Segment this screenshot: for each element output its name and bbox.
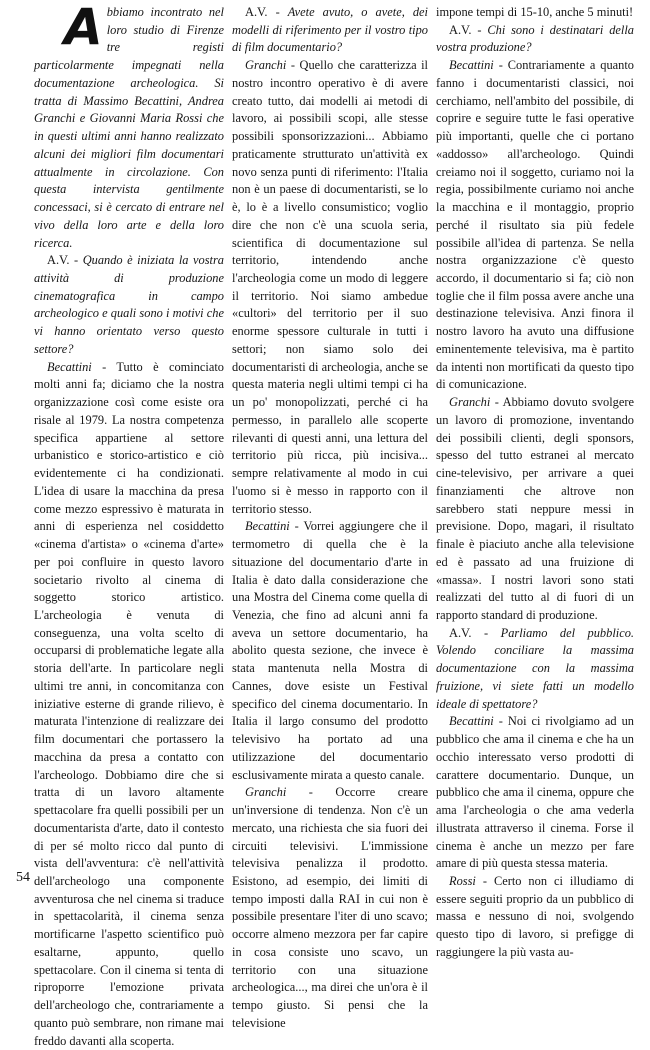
answer-text: Certo non ci illudiamo di essere seguiti proprio da un pubblico di massa e nessuno di noi, svolgendo questo tipo di lavoro, si prefigge di raggiungere la più vasta au- xyxy=(436,873,634,959)
speaker-label: A.V. xyxy=(47,253,70,268)
question: A.V. - Chi sono i destinatari della vostra produzione? xyxy=(436,22,634,55)
answer: Becattini - Contrariamente a quanto fanno i documentaristi classici, noi cerchiamo, nell'ambito del possibile, di coprire e seguire tutte le fasi operative più importanti, quelle che ci portano «addosso» all'archeologo. Quindi creiamo noi il soggetto, curiamo noi la regia, possibilmente curiamo noi anche la macchina e il montaggio, proprio perché il risultato sia più fedele possibile all'idea di partenza. Se nella nostra organizzazione c'è questo accordo, il documentario si fa; ciò non toglie che il film possa avere anche una destinazione televisiva. Anzi finora il nostro lavoro ha avuto una diffusione eminentemente televisiva, ma è partito da intenti non mortificati da questo tipo di comunicazione. xyxy=(436,58,634,392)
question-text: Parliamo del pubblico. Volendo conciliare la massima documentazione con la massima fruizione, vi siete fatti un modello ideale di spettatore? xyxy=(436,625,634,711)
answer: Rossi - Certo non ci illudiamo di essere seguiti proprio da un pubblico di massa e nessuno di noi, svolgendo questo tipo di lavoro, si prefigge di raggiungere la più vasta au- xyxy=(436,873,634,959)
answer-text: Noi ci rivolgiamo ad un pubblico che ama il cinema e che ha un occhio interessato verso prodotti di carattere documentario. Dunque, un pubblico che ama il cinema, oppure che ama l'archeologia o che ama vederla illustrata attraverso il cinema. Forse il cinema è anche un mezzo per fare amare di più questa stessa materia. xyxy=(436,714,634,871)
continued-text: impone tempi di 15-10, anche 5 minuti! xyxy=(436,5,634,19)
answer-text: Abbiamo dovuto svolgere un lavoro di promozione, inventando dei possibili clienti, degli sponsors, spesso del tutto estranei al mercato cine-televisivo, per arrivare a quei finanziamenti che altrove non sarebbero stati neppure messi in previsione. Dopo, magari, il risultato finale è piaciuto anche alla televisione ed è passato ad una fruizione di «massa». I nostri lavori sono stati realizzati del tutto al di fuori di un rapporto standard di produzione. xyxy=(436,395,634,622)
speaker-label: A.V. xyxy=(449,22,472,37)
intro-text: bbiamo incontrato nel loro studio di Firenze tre registi particolarmente impegnati nella documentazione archeologica. Si tratta di Massimo Becattini, Andrea Granchi e Giovanni Maria Rossi che in questi ultimi anni hanno realizzato alcuni dei migliori film documentari attualmente in circolazione. Con questa intervista gentilmente concessaci, si è cercato di entrare nel vivo della loro arte e della loro ricerca. xyxy=(34,5,224,250)
answer-text: Vorrei aggiungere che il termometro di quella che è la situazione del documentario d'arte in Italia è dato dalla considerazione che una Mostra del Cinema come quella di Venezia, che fino ad alcuni anni fa aveva un settore documentario, ha abolito questa sezione, che invece è stata mantenuta nella Mostra di Cannes, dove esiste un Festival specifico del cinema documentario. In Italia il largo consumo del prodotto televisivo ha portato ad una utilizzazione del documentario esclusivamente mirata a questo canale. xyxy=(232,519,428,782)
answer-text: Contrariamente a quanto fanno i documentaristi classici, noi cerchiamo, nell'ambito del possibile, di coprire e seguire tutte le fasi operative più importanti, quelle che ci portano «addosso» all'archeologo. Quindi creiamo noi il soggetto, curiamo noi la regia, possibilmente curiamo noi anche la macchina e il montaggio, proprio perché il risultato sia più fedele possibile all'idea di partenza. Se nella nostra organizzazione c'è questo accordo, il documentario si fa; ciò non toglie che il film possa avere anche una destinazione televisiva. Anzi finora il nostro lavoro ha avuto una diffusione eminentemente televisiva, ma è partito da intenti non mortificati da questo tipo di comunicazione. xyxy=(436,58,634,392)
answer: Becattini - Tutto è cominciato molti anni fa; diciamo che la nostra organizzazione così come esiste ora risale al 1979. La nostra competenza specifica appartiene al settore urbanistico e storico-artistico e ciò evidentemente ci ha condizionati. L'idea di usare la macchina da presa come mezzo espressivo è maturata in anni di esperienza nel cosiddetto «cinema d'artista» o «cinema d'arte» per poi confluire in questo lavoro societario rivolto al cinema di soggetto storico artistico. L'archeologia è venuta di conseguenza, una volta scelto di occuparsi di problematiche legate alla storia dell'arte. In particolare negli ultimi tre anni, in concomitanza con iniziative esterne di grande rilievo, è maturata l'intenzione di realizzare dei film documentari che portassero la macchina da presa a contatto con l'archeologo. Dobbiamo dire che si tratta di un lavoro altamente spettacolare fra quelli possibili per un documentarista d'arte, dato il contesto di per sé molto ricco dal punto di vista dell'avventura: c'è nell'attività dell'archeologo una componente avventurosa che nel cinema si traduce in spettacolarità, il cinema senza mortificarne l'aspetto scientifico può esaltarne, appunto, quello spettacolare. Con il cinema si tenta di riproporre l'emozione privata dell'archeologo che, contrariamente a quanto può sembrare, non rimane mai freddo davanti alla scoperta. xyxy=(34,359,224,1048)
answer: Becattini - Noi ci rivolgiamo ad un pubblico che ama il cinema e che ha un occhio interessato verso prodotti di carattere documentario. Dunque, un pubblico che ama il cinema, oppure che ama l'archeologia o che ama vederla illustrata attraverso il cinema. Forse il cinema è anche un mezzo per fare amare di più questa stessa materia. xyxy=(436,714,634,871)
question: A.V. - Quando è iniziata la vostra attività di produzione cinematografica in campo archeologico e quali sono i motivi che vi hanno orientato verso questo settore? xyxy=(34,253,224,356)
answer-text: Tutto è cominciato molti anni fa; diciamo che la nostra organizzazione così come esiste ora risale al 1979. La nostra competenza specifica appartiene al settore urbanistico e storico-artistico e ciò evidentemente ci ha condizionati. L'idea di usare la macchina da presa come mezzo espressivo è maturata in anni di esperienza nel cosiddetto «cinema d'artista» o «cinema d'arte» per poi confluire in questo lavoro societario rivolto al cinema di soggetto storico artistico. L'archeologia è venuta di conseguenza, una volta scelto di occuparsi di problematiche legate alla storia dell'arte. In particolare negli ultimi tre anni, in concomitanza con iniziative esterne di grande rilievo, è maturata l'intenzione di realizzare dei film documentari che portassero la macchina da presa a contatto con l'archeologo. Dobbiamo dire che si tratta di un lavoro altamente spettacolare fra quelli possibili per un documentarista d'arte, dato il contesto di per sé molto ricco dal punto di vista dell'avventura: c'è nell'attività dell'archeologo una componente avventurosa che nel cinema si traduce in spettacolarità, il cinema senza mortificarne l'aspetto scientifico può esaltarne, appunto, quello spettacolare. Con il cinema si tenta di riproporre l'emozione privata dell'archeologo che, contrariamente a quanto può sembrare, non rimane mai freddo davanti alla scoperta. xyxy=(34,359,224,1048)
speaker-label: Becattini xyxy=(449,714,494,729)
column-2 xyxy=(232,4,428,1033)
speaker-label: A.V. xyxy=(449,625,472,640)
speaker-label: Becattini xyxy=(245,519,290,534)
answer: Granchi - Quello che caratterizza il nostro incontro operativo è di avere creato tutto, dai modelli ai metodi di lavoro, ai possibili scopi, alle stesse possibili sponsorizzazioni... Abbiamo praticamente strutturato un'attività ex novo senza punti di riferimento: l'Italia non è un paese di documentaristi, se lo è, lo è a livello consumistico; voglio dire che non c'è una scuola seria, scientifica di documentazione sul territorio, intendendo anche l'archeologia come un modo di leggere il territorio. Noi siamo ambedue «cultori» del territorio per il suo enorme spessore culturale in tutti i settori; non siamo solo dei documentaristi di archeologia, anche se questa materia negli ultimi tempi ci ha un po' monopolizzati, perché ci ha permesso, in parallelo alle scoperte rilevanti di questi anni, una lettura del territorio più ricca, più incisiva... sempre relativamente al modo in cui l'uomo si è messo in rapporto con il territorio stesso. xyxy=(232,58,428,516)
speaker-label: Becattini xyxy=(449,58,494,73)
intro-paragraph xyxy=(34,0,224,252)
speaker-label: Granchi xyxy=(245,785,287,800)
speaker-label: Becattini xyxy=(47,359,92,374)
answer: Granchi - Occorre creare un'inversione di tendenza. Non c'è un mercato, una richiesta che sia fuori dei circuiti televisivi. L'immissione televisiva penalizza il prodotto. Esistono, ad esempio, dei limiti di tempo imposti dalla RAI in cui non è possibile presentare l'iter di uno scavo; occorre almeno mezzora per far capire in cosa consiste uno scavo, un territorio con una situazione archeologica..., ma direi che un'ora è il tempo giusto. Si pensi che la televisione xyxy=(232,785,428,1030)
speaker-label: Rossi xyxy=(449,873,476,888)
question-text: Avete avuto, o avete, dei modelli di riferimento per il vostro tipo di film documentario? xyxy=(232,5,428,55)
question: A.V. - Parliamo del pubblico. Volendo conciliare la massima documentazione con la massima fruizione, vi siete fatti un modello ideale di spettatore? xyxy=(436,625,634,711)
answer: Granchi - Abbiamo dovuto svolgere un lavoro di promozione, inventando dei possibili clienti, degli sponsors, spesso del tutto estranei al mercato cine-televisivo, per arrivare a quei finanziamenti che altrove non sarebbero stati neppure messi in previsione. Dopo, magari, il risultato finale è piaciuto anche alla televisione ed è passato ad una fruizione di «massa». I nostri lavori sono stati realizzati del tutto al di fuori di un rapporto standard di produzione. xyxy=(436,395,634,622)
speaker-label: Granchi xyxy=(245,58,287,73)
answer: Becattini - Vorrei aggiungere che il termometro di quella che è la situazione del documentario d'arte in Italia è dato dalla considerazione che una Mostra del Cinema come quella di Venezia, che fino ad alcuni anni fa aveva un settore documentario, ha abolito questa sezione, che invece è stata mantenuta nella Mostra di Cannes, dove esiste un Festival specifico del cinema documentario. In Italia il largo consumo del prodotto televisivo ha portato ad una utilizzazione del documentario esclusivamente mirata a questo canale. xyxy=(232,519,428,782)
speaker-label: A.V. xyxy=(245,5,268,19)
answer-text: Occorre creare un'inversione di tendenza. Non c'è un mercato, una richiesta che sia fuori dei circuiti televisivi. L'immissione televisiva penalizza il prodotto. Esistono, ad esempio, dei limiti di tempo imposti dalla RAI in cui non è possibile presentare l'iter di uno scavo; occorre almeno mezzora per far capire in cosa consiste uno scavo, un territorio con una situazione archeologica..., ma direi che un'ora è il tempo giusto. Si pensi che la televisione xyxy=(232,785,428,1030)
column-3 xyxy=(436,4,634,962)
page-number: 54 xyxy=(16,870,30,885)
drop-cap: A xyxy=(64,0,103,56)
column-1 xyxy=(34,0,224,1050)
question-text: Chi sono i destinatari della vostra produzione? xyxy=(436,22,634,55)
speaker-label: Granchi xyxy=(449,395,491,410)
question: A.V. - Avete avuto, o avete, dei modelli di riferimento per il vostro tipo di film documentario? xyxy=(232,5,428,55)
answer-text: Quello che caratterizza il nostro incontro operativo è di avere creato tutto, dai modelli ai metodi di lavoro, ai possibili scopi, alle stesse possibili sponsorizzazioni... Abbiamo praticamente strutturato un'attività ex novo senza punti di riferimento: l'Italia non è un paese di documentaristi, se lo è, lo è a livello consumistico; voglio dire che non c'è una scuola seria, scientifica di documentazione sul territorio, intendendo anche l'archeologia come un modo di leggere il territorio. Noi siamo ambedue «cultori» del territorio per il suo enorme spessore culturale in tutti i settori; non siamo solo dei documentaristi di archeologia, anche se questa materia negli ultimi tempi ci ha un po' monopolizzati, perché ci ha permesso, in parallelo alle scoperte rilevanti di questi anni, una lettura del territorio più ricca, più incisiva... sempre relativamente al modo in cui l'uomo si è messo in rapporto con il territorio stesso. xyxy=(232,58,428,516)
question-text: Quando è iniziata la vostra attività di produzione cinematografica in campo archeologico e quali sono i motivi che vi hanno orientato verso questo settore? xyxy=(34,253,224,356)
